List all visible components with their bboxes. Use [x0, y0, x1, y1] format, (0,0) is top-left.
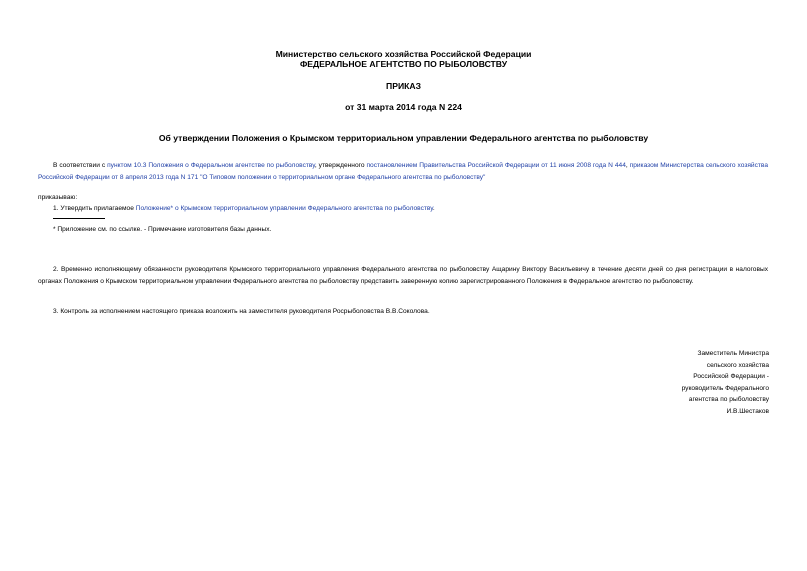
link-government-decree-444[interactable]: постановлением Правительства Российской Федерации от 11 июня 2008 года N 444	[366, 162, 626, 169]
preamble-text-1: В соответствии с	[53, 162, 108, 169]
preamble-text-3: ,	[625, 162, 630, 169]
item-2: 2. Временно исполняющему обязанности руководителя Крымского территориального управления Федерального агентства по рыболовству Ащарину Виктору Васильевичу в течение десяти дней со дня регистрации в налоговых органах Положения о Крымском территориальном управлении Федерального агентства по рыболовству представить заверенную копию зарегистрированного Положения в Федеральное агентство по рыболовству.	[38, 266, 768, 285]
agency-name: ФЕДЕРАЛЬНОЕ АГЕНТСТВО ПО РЫБОЛОВСТВУ	[299, 59, 508, 69]
signature-line-1: Заместитель Министра	[697, 350, 769, 357]
orders-word: приказываю:	[38, 194, 78, 201]
signatory-name: И.В.Шестаков	[726, 407, 769, 415]
item-1-text-2: .	[432, 205, 435, 212]
item-1-text-1: 1. Утвердить прилагаемое	[53, 205, 136, 212]
ministry-name: Министерство сельского хозяйства Российской Федерации	[275, 49, 532, 59]
signature-line-5: агентства по рыболовству	[688, 396, 769, 404]
footnote: * Приложение см. по ссылке. - Примечание изготовителя базы данных.	[53, 226, 272, 233]
signature-block	[629, 348, 769, 418]
document-type: ПРИКАЗ	[386, 81, 421, 91]
signature-line-3: Российской Федерации -	[693, 373, 769, 381]
document-title: Об утверждении Положения о Крымском территориальном управлении Федерального агентства по рыболовству	[158, 133, 649, 143]
item-3: 3. Контроль за исполнением настоящего приказа возложить на заместителя руководителя Росрыболовства В.В.Соколова.	[53, 308, 430, 315]
item-1	[53, 203, 768, 215]
signature-line-4: руководитель Федерального	[681, 384, 769, 392]
preamble-text-2: , утвержденного	[314, 162, 367, 169]
document-date-number: от 31 марта 2014 года N 224	[345, 102, 462, 112]
link-regulation-crimea-department[interactable]: Положение* о Крымском территориальном управлении Федерального агентства по рыболовству	[135, 205, 433, 212]
signature-line-2: сельского хозяйства	[706, 361, 769, 369]
link-ministry-order-171[interactable]: приказом Министерства сельского хозяйства Российской Федерации от 8 апреля 2013 года N 171 "О Типовом положении о территориальном органе Федерального агентства по рыболовству"	[38, 162, 769, 181]
link-regulation-fisheries-agency[interactable]: пунктом 10.3 Положения о Федеральном агентстве по рыболовству	[107, 162, 315, 169]
footnote-divider	[53, 218, 105, 219]
preamble-paragraph	[38, 160, 768, 183]
